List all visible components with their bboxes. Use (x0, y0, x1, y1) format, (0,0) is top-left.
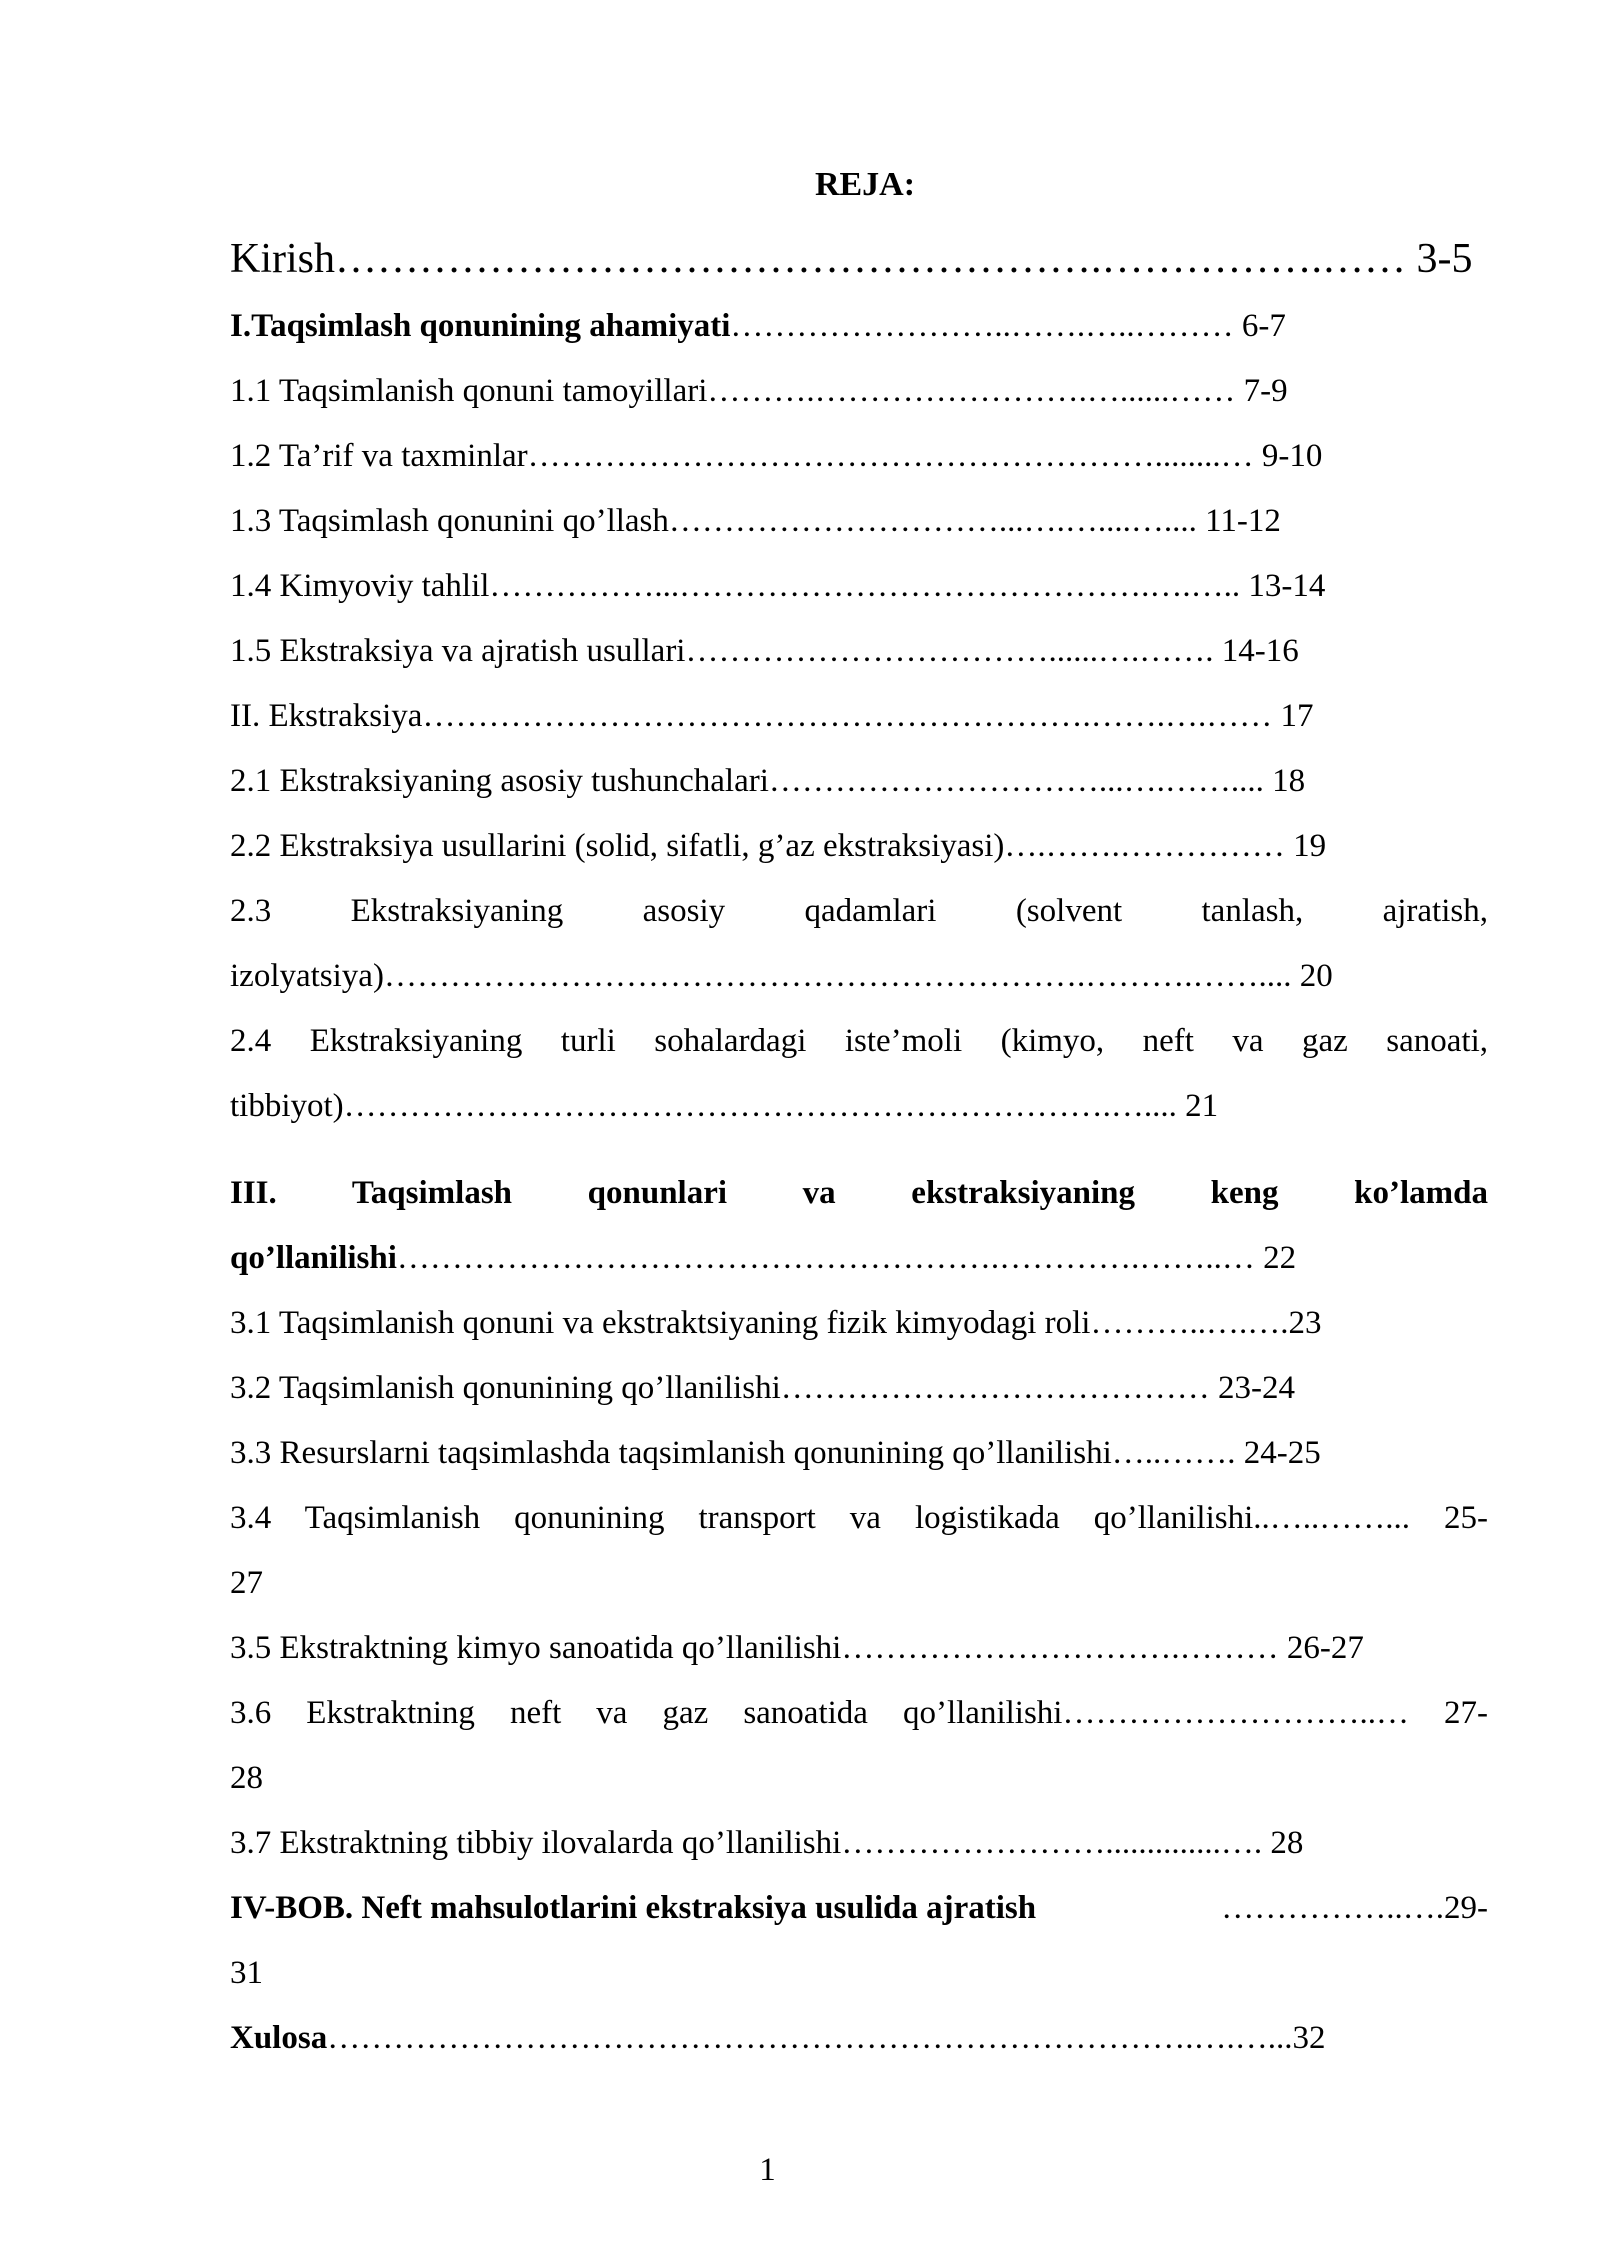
toc-dots: ……………...…………………………………….….….. (489, 568, 1249, 604)
toc-page: 20 (1299, 958, 1333, 994)
toc-dots: ….…….…………… (1004, 828, 1294, 864)
toc-entry-3-line2 (230, 1226, 1488, 1291)
toc-entry-text: 3.1 Taqsimlanish qonuni va ekstraktsiyaning fizik kimyodagi roli (230, 1305, 1091, 1341)
toc-entry-3-2 (230, 1356, 1488, 1421)
toc-entry-1-2 (230, 424, 1488, 489)
toc-page: 19 (1293, 828, 1327, 864)
toc-entry-text: II. Ekstraksiya (230, 698, 423, 734)
toc-page: 24-25 (1243, 1435, 1321, 1471)
toc-page: 27 (230, 1565, 263, 1601)
toc-dots: ……………………………………………………….……….…….... (383, 958, 1300, 994)
toc-entry-text: Kirish (230, 236, 335, 282)
toc-entry-text: 3.5 Ekstraktning kimyo sanoatida qo’llanilishi (230, 1630, 842, 1666)
table-of-contents (230, 224, 1488, 2071)
toc-page: 28 (230, 1760, 263, 1796)
toc-entry-text: 3.6 Ekstraktning neft va gaz sanoatida qo’llanilishi………………………..… 27- (230, 1695, 1488, 1731)
toc-dots: …………………………………………………........… (527, 438, 1262, 474)
toc-page: 7-9 (1243, 373, 1288, 409)
toc-page: 6-7 (1241, 308, 1286, 344)
toc-entry-3-3 (230, 1421, 1488, 1486)
toc-entry-text: 3.4 Taqsimlanish qonunining transport va logistikada qo’llanilishi..…..……... 25- (230, 1500, 1488, 1536)
toc-entry-text: izolyatsiya) (230, 958, 384, 994)
toc-entry-2-4-line1 (230, 1009, 1488, 1074)
toc-page: 32 (1292, 2020, 1326, 2056)
toc-dots-page: ……………..….29- (1221, 1890, 1488, 1926)
toc-entry-text: 3.3 Resurslarni taqsimlashda taqsimlanish qonunining qo’llanilishi (230, 1435, 1112, 1471)
toc-entry-1-3 (230, 489, 1488, 554)
toc-entry-text: 1.3 Taqsimlash qonunini qo’llash (230, 503, 669, 539)
toc-entry-3-4-line2 (230, 1551, 1488, 1616)
toc-dots: …………………………………………………………………….….…... (327, 2020, 1293, 2056)
toc-entry-text: 1.5 Ekstraksiya va ajratish usullari (230, 633, 686, 669)
toc-dots: ……………………………………………….…………….…… (335, 236, 1417, 282)
toc-entry-text: 2.4 Ekstraksiyaning turli sohalardagi iste’moli (kimyo, neft va gaz sanoati, (230, 1023, 1488, 1059)
toc-entry-3-line1 (230, 1161, 1488, 1226)
toc-entry-3-5 (230, 1616, 1488, 1681)
toc-entry-text: 3.2 Taqsimlanish qonunining qo’llanilishi (230, 1370, 781, 1406)
toc-entry-1 (230, 294, 1488, 359)
toc-page: 11-12 (1205, 503, 1281, 539)
toc-entry-text: 1.4 Kimyoviy tahlil (230, 568, 490, 604)
toc-entry-2 (230, 684, 1488, 749)
toc-entry-1-1 (230, 359, 1488, 424)
toc-entry-3-6-line1 (230, 1681, 1488, 1746)
toc-dots: …………………………………………………………….….... (343, 1088, 1186, 1124)
toc-entry-text: tibbiyot) (230, 1088, 344, 1124)
page-number: 1 (759, 2152, 776, 2188)
toc-entry-3-4-line1 (230, 1486, 1488, 1551)
toc-page: 31 (230, 1955, 263, 1991)
toc-entry-xulosa (230, 2006, 1488, 2071)
spacer (230, 1139, 1488, 1161)
toc-entry-text: qo’llanilishi (230, 1240, 397, 1276)
toc-entry-4-line1 (230, 1876, 1488, 1941)
toc-dots: ……………………..............…. (841, 1825, 1271, 1861)
toc-page: 28 (1270, 1825, 1304, 1861)
page-title: REJA: (814, 166, 916, 203)
toc-entry-text: Xulosa (230, 2020, 328, 2056)
toc-dots: ………..….…. (1090, 1305, 1289, 1341)
toc-dots: ………………………………… (780, 1370, 1218, 1406)
toc-entry-3-1 (230, 1291, 1488, 1356)
toc-entry-text: I.Taqsimlash qonunining ahamiyati (230, 308, 731, 344)
toc-entry-text: 1.1 Taqsimlanish qonuni tamoyillari (230, 373, 708, 409)
toc-entry-2-3-line1 (230, 879, 1488, 944)
toc-entry-text: 2.1 Ekstraksiyaning asosiy tushunchalari (230, 763, 769, 799)
toc-entry-1-5 (230, 619, 1488, 684)
toc-page: 14-16 (1221, 633, 1299, 669)
toc-page: 21 (1185, 1088, 1219, 1124)
toc-dots: …..……. (1111, 1435, 1244, 1471)
toc-entry-2-2 (230, 814, 1488, 879)
toc-page: 13-14 (1248, 568, 1326, 604)
toc-page: 23-24 (1218, 1370, 1295, 1406)
toc-entry-4-line2 (230, 1941, 1488, 2006)
toc-page: 26-27 (1286, 1630, 1364, 1666)
toc-page: 17 (1280, 698, 1314, 734)
toc-entry-text: 1.2 Ta’rif va taxminlar (230, 438, 528, 474)
toc-page: 22 (1263, 1240, 1297, 1276)
toc-entry-text: III. Taqsimlash qonunlari va ekstraksiyaning keng ko’lamda (230, 1175, 1488, 1211)
toc-entry-2-4-line2 (230, 1074, 1488, 1139)
toc-entry-1-4 (230, 554, 1488, 619)
toc-entry-2-1 (230, 749, 1488, 814)
toc-dots: ……………………………......….……. (685, 633, 1222, 669)
toc-dots: …………………………...….…….... (768, 763, 1273, 799)
toc-entry-3-7 (230, 1811, 1488, 1876)
toc-entry-text: 2.3 Ekstraksiyaning asosiy qadamlari (solvent tanlash, ajratish, (230, 893, 1488, 929)
toc-page: 23 (1288, 1305, 1322, 1341)
toc-dots: ……………………..…….…..……… (730, 308, 1242, 344)
toc-page: 3-5 (1416, 236, 1473, 282)
toc-dots: ……………………………………………….………….……..… (396, 1240, 1264, 1276)
toc-entry-text: 3.7 Ekstraktning tibbiy ilovalarda qo’llanilishi (230, 1825, 842, 1861)
toc-entry-kirish (230, 224, 1488, 294)
toc-page: 9-10 (1261, 438, 1323, 474)
toc-entry-text: IV-BOB. Neft mahsulotlarini ekstraksiya usulida ajratish (230, 1890, 1037, 1926)
toc-dots: …………………………………………………….…….….…… (422, 698, 1281, 734)
toc-page: 18 (1272, 763, 1306, 799)
toc-dots: …………………………...….…....….... (668, 503, 1206, 539)
toc-dots: ……….…………………….…......…… (707, 373, 1244, 409)
toc-entry-3-6-line2 (230, 1746, 1488, 1811)
toc-dots: ………………………….……… (841, 1630, 1287, 1666)
toc-entry-text: 2.2 Ekstraksiya usullarini (solid, sifatli, g’az ekstraksiyasi) (230, 828, 1005, 864)
toc-entry-2-3-line2 (230, 944, 1488, 1009)
